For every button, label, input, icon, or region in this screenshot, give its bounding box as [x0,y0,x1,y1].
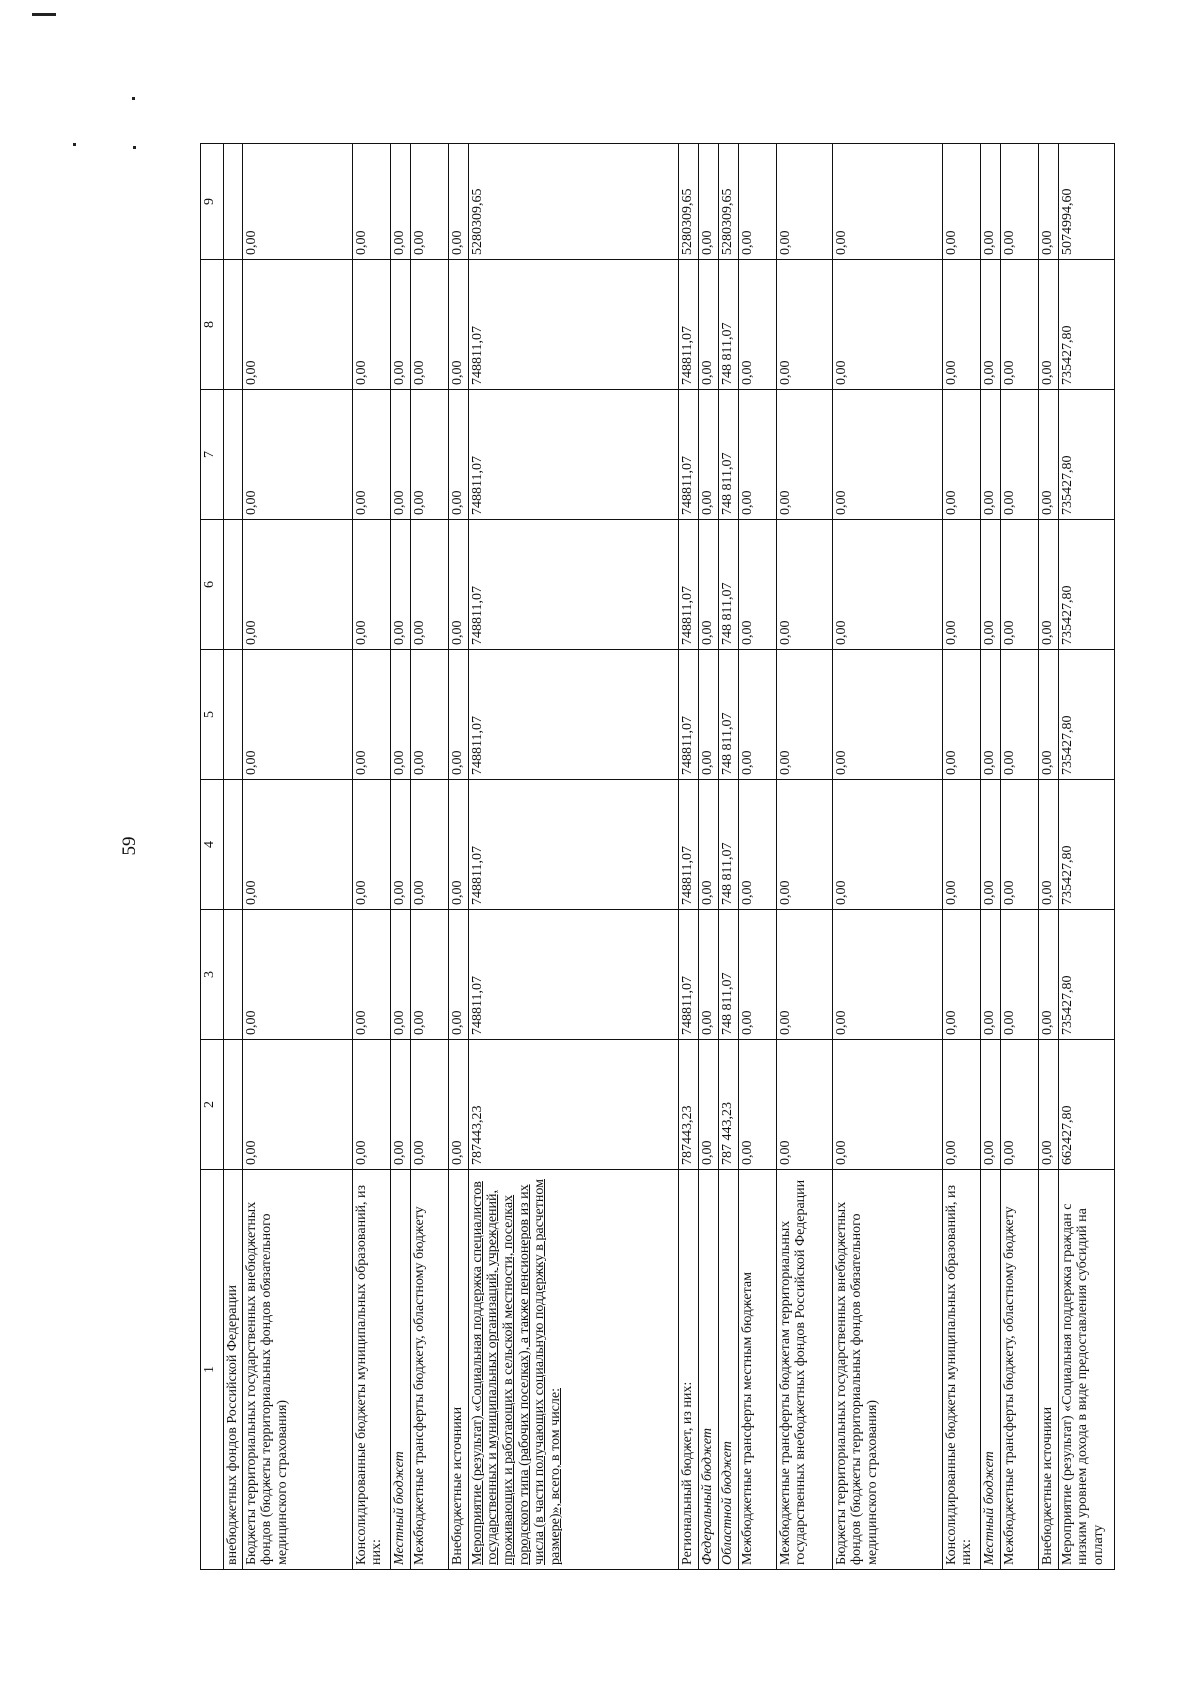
column-number-header: 5 [201,650,224,780]
value-cell: 0,00 [1000,650,1038,780]
value-cell: 0,00 [390,780,410,910]
value-cell [224,780,243,910]
value-cell: 0,00 [1000,520,1038,650]
value-cell: 735427,80 [1058,390,1114,520]
table-row [678,144,698,1570]
value-cell [224,144,243,260]
table-row [1038,144,1058,1570]
value-cell: 0,00 [448,780,468,910]
value-cell: 0,00 [776,1040,832,1170]
row-label: Мероприятие (результат) «Социальная поддержка специалистов государственных и муниципальных организаций, учреждений, проживающих и работающих в сельской местности, поселках городского типа (рабочих поселках), а также пенсионеров из их числа (в части получающих социальную поддержку в расчетном размере)», всего, в том числе: [468,1170,678,1570]
value-cell: 0,00 [942,260,980,390]
value-cell: 0,00 [776,144,832,260]
value-cell: 735427,80 [1058,780,1114,910]
value-cell: 0,00 [738,144,776,260]
row-label: Областной бюджет [718,1170,738,1570]
table-row [718,144,738,1570]
value-cell: 0,00 [738,520,776,650]
value-cell: 748811,07 [678,910,698,1040]
value-cell: 0,00 [832,390,942,520]
value-cell: 0,00 [832,780,942,910]
value-cell: 0,00 [1038,650,1058,780]
column-number-header: 2 [201,1040,224,1170]
value-cell: 0,00 [738,390,776,520]
value-cell: 5074994,60 [1058,144,1114,260]
value-cell: 0,00 [352,260,390,390]
value-cell [224,1040,243,1170]
value-cell: 0,00 [448,390,468,520]
budget-table [200,143,1115,1570]
value-cell: 748811,07 [468,520,678,650]
value-cell: 735427,80 [1058,520,1114,650]
value-cell: 748 811,07 [718,780,738,910]
value-cell: 0,00 [698,144,718,260]
row-label: Межбюджетные трансферты бюджету, областному бюджету [410,1170,448,1570]
value-cell: 0,00 [942,910,980,1040]
value-cell: 0,00 [738,780,776,910]
value-cell: 0,00 [698,390,718,520]
value-cell: 748 811,07 [718,390,738,520]
value-cell: 0,00 [1000,910,1038,1040]
value-cell: 748811,07 [468,910,678,1040]
value-cell: 0,00 [448,1040,468,1170]
value-cell: 0,00 [242,144,352,260]
value-cell: 0,00 [980,780,1000,910]
column-number-header: 3 [201,910,224,1040]
table-row [352,144,390,1570]
value-cell: 5280309,65 [468,144,678,260]
value-cell [224,520,243,650]
value-cell: 0,00 [448,520,468,650]
value-cell: 748 811,07 [718,520,738,650]
table-row [390,144,410,1570]
value-cell: 0,00 [738,650,776,780]
column-number-header: 9 [201,144,224,260]
value-cell: 0,00 [448,910,468,1040]
value-cell: 0,00 [1000,260,1038,390]
value-cell: 0,00 [448,650,468,780]
table-row [698,144,718,1570]
value-cell: 0,00 [1000,144,1038,260]
value-cell: 0,00 [242,910,352,1040]
value-cell: 0,00 [776,260,832,390]
table-row [242,144,352,1570]
value-cell: 0,00 [738,1040,776,1170]
row-label: Местный бюджет [980,1170,1000,1570]
value-cell: 0,00 [1000,780,1038,910]
table-header-row [201,144,224,1570]
value-cell: 0,00 [980,910,1000,1040]
value-cell: 0,00 [942,1040,980,1170]
value-cell: 0,00 [352,390,390,520]
value-cell: 5280309,65 [718,144,738,260]
value-cell: 748811,07 [678,780,698,910]
value-cell: 0,00 [698,1040,718,1170]
value-cell: 0,00 [352,144,390,260]
column-number-header: 1 [201,1170,224,1570]
scan-artifact-dot [73,143,76,146]
value-cell: 0,00 [242,650,352,780]
value-cell: 0,00 [410,144,448,260]
value-cell: 0,00 [698,520,718,650]
value-cell: 0,00 [738,910,776,1040]
value-cell: 748811,07 [468,650,678,780]
value-cell: 0,00 [390,260,410,390]
value-cell: 748811,07 [468,260,678,390]
value-cell: 0,00 [352,520,390,650]
value-cell: 0,00 [1038,260,1058,390]
table-row [776,144,832,1570]
value-cell: 0,00 [242,390,352,520]
value-cell: 0,00 [832,520,942,650]
scan-artifact-dot [132,97,135,100]
row-label: Внебюджетные источники [1038,1170,1058,1570]
budget-table-body [201,144,1115,1570]
value-cell: 0,00 [1038,910,1058,1040]
value-cell: 787 443,23 [718,1040,738,1170]
value-cell [224,910,243,1040]
value-cell: 0,00 [776,910,832,1040]
row-label: Межбюджетные трансферты местным бюджетам [738,1170,776,1570]
value-cell: 787443,23 [468,1040,678,1170]
column-number-header: 4 [201,780,224,910]
value-cell: 0,00 [352,910,390,1040]
table-row [224,144,243,1570]
budget-table-page [200,144,1107,1570]
value-cell: 0,00 [942,780,980,910]
row-label: Межбюджетные трансферты бюджетам территориальных государственных внебюджетных фондов Российской Федерации [776,1170,832,1570]
table-row [468,144,678,1570]
value-cell: 0,00 [980,650,1000,780]
value-cell: 0,00 [980,144,1000,260]
value-cell: 0,00 [980,520,1000,650]
value-cell: 0,00 [410,910,448,1040]
scan-artifact-top-left [32,13,56,16]
row-label: Бюджеты территориальных государственных внебюджетных фондов (бюджеты территориальных фондов обязательного медицинского страхования) [242,1170,352,1570]
page-number: 59 [119,836,140,856]
value-cell: 748 811,07 [718,260,738,390]
value-cell: 0,00 [410,520,448,650]
value-cell: 0,00 [1038,1040,1058,1170]
value-cell: 748811,07 [678,390,698,520]
row-label: внебюджетных фондов Российской Федерации [224,1170,243,1570]
row-label: Федеральный бюджет [698,1170,718,1570]
column-number-header: 6 [201,520,224,650]
value-cell: 0,00 [390,144,410,260]
row-label: Региональный бюджет, из них: [678,1170,698,1570]
value-cell: 0,00 [942,650,980,780]
value-cell: 0,00 [448,144,468,260]
value-cell [224,260,243,390]
row-label: Консолидированные бюджеты муниципальных образований, из них: [352,1170,390,1570]
value-cell: 735427,80 [1058,260,1114,390]
row-label: Бюджеты территориальных государственных внебюджетных фондов (бюджеты территориальных фондов обязательного медицинского страхования) [832,1170,942,1570]
value-cell: 0,00 [942,390,980,520]
value-cell: 0,00 [980,1040,1000,1170]
value-cell: 0,00 [390,910,410,1040]
value-cell: 748811,07 [468,780,678,910]
row-label: Межбюджетные трансферты бюджету, областному бюджету [1000,1170,1038,1570]
table-row [832,144,942,1570]
value-cell: 0,00 [390,390,410,520]
value-cell: 0,00 [776,390,832,520]
value-cell: 0,00 [410,390,448,520]
row-label: Местный бюджет [390,1170,410,1570]
value-cell: 0,00 [242,780,352,910]
value-cell: 0,00 [832,650,942,780]
row-label: Мероприятие (результат) «Социальная поддержка граждан с низким уровнем дохода в виде предоставления субсидий на оплату [1058,1170,1114,1570]
value-cell: 748811,07 [678,260,698,390]
value-cell [224,650,243,780]
value-cell: 0,00 [1038,780,1058,910]
value-cell: 748811,07 [468,390,678,520]
value-cell: 0,00 [390,520,410,650]
value-cell: 0,00 [1000,390,1038,520]
table-row [980,144,1000,1570]
value-cell: 0,00 [776,780,832,910]
value-cell: 787443,23 [678,1040,698,1170]
rotated-table-container [200,144,1107,1570]
value-cell: 0,00 [242,260,352,390]
value-cell: 0,00 [410,260,448,390]
value-cell: 0,00 [942,520,980,650]
table-row [1058,144,1114,1570]
value-cell: 0,00 [410,650,448,780]
scan-artifact-dot [133,146,136,149]
value-cell: 748811,07 [678,650,698,780]
value-cell: 735427,80 [1058,910,1114,1040]
table-row [1000,144,1038,1570]
value-cell: 0,00 [698,780,718,910]
row-label: Консолидированные бюджеты муниципальных образований, из них: [942,1170,980,1570]
value-cell: 0,00 [1038,144,1058,260]
value-cell: 0,00 [698,260,718,390]
value-cell: 748811,07 [678,520,698,650]
value-cell: 0,00 [1000,1040,1038,1170]
value-cell: 748 811,07 [718,910,738,1040]
value-cell: 0,00 [776,520,832,650]
column-number-header: 7 [201,390,224,520]
value-cell: 0,00 [832,910,942,1040]
value-cell: 0,00 [390,650,410,780]
value-cell: 0,00 [942,144,980,260]
table-row [410,144,448,1570]
value-cell: 0,00 [698,910,718,1040]
value-cell: 0,00 [242,1040,352,1170]
value-cell: 0,00 [980,390,1000,520]
value-cell: 735427,80 [1058,650,1114,780]
value-cell: 0,00 [390,1040,410,1170]
value-cell: 0,00 [352,780,390,910]
value-cell: 5280309,65 [678,144,698,260]
table-row [942,144,980,1570]
value-cell: 0,00 [410,780,448,910]
value-cell: 0,00 [832,144,942,260]
table-row [738,144,776,1570]
value-cell: 0,00 [352,650,390,780]
value-cell: 0,00 [1038,520,1058,650]
value-cell: 0,00 [832,260,942,390]
value-cell: 0,00 [980,260,1000,390]
value-cell: 0,00 [738,260,776,390]
value-cell: 0,00 [776,650,832,780]
value-cell: 0,00 [242,520,352,650]
value-cell: 0,00 [448,260,468,390]
value-cell: 748 811,07 [718,650,738,780]
table-row [448,144,468,1570]
value-cell: 0,00 [1038,390,1058,520]
value-cell: 662427,80 [1058,1040,1114,1170]
value-cell: 0,00 [698,650,718,780]
row-label: Внебюджетные источники [448,1170,468,1570]
value-cell: 0,00 [410,1040,448,1170]
value-cell: 0,00 [832,1040,942,1170]
column-number-header: 8 [201,260,224,390]
value-cell [224,390,243,520]
value-cell: 0,00 [352,1040,390,1170]
